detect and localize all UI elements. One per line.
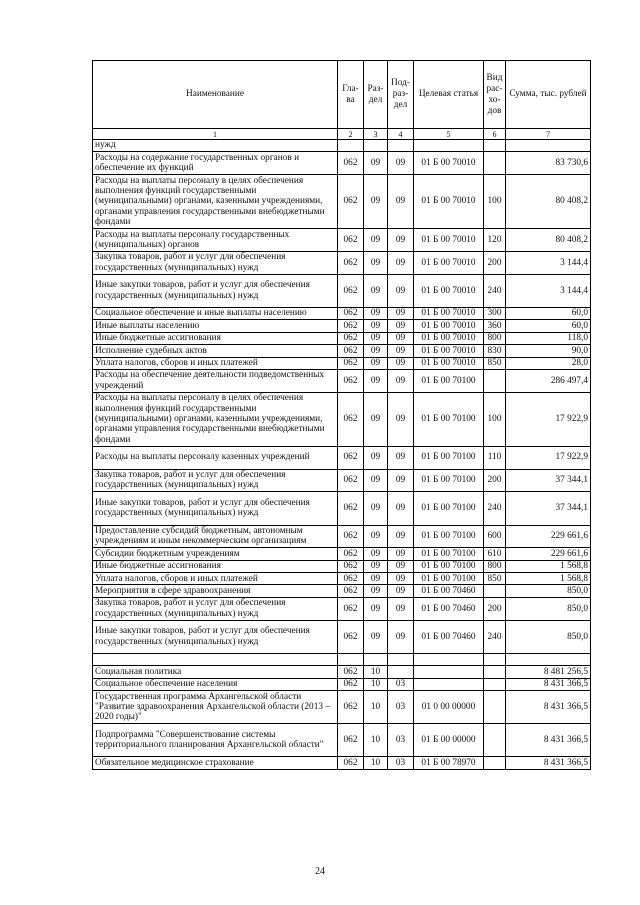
cell-podrazdel: 09 — [388, 274, 414, 307]
cell-celevaya-statya: 01 Б 00 70460 — [414, 597, 484, 620]
cell-summa: 8 481 256,5 — [506, 666, 591, 678]
cell-summa: 83 730,6 — [506, 152, 591, 175]
table-row — [93, 392, 591, 446]
header-vid-rashodov: Вид рас-хо-дов — [484, 61, 506, 129]
cell-name: Исполнение судебных актов — [93, 345, 338, 357]
cell-podrazdel: 09 — [388, 597, 414, 620]
col-number: 3 — [364, 129, 388, 140]
cell-glava: 062 — [338, 548, 364, 560]
cell-glava: 062 — [338, 469, 364, 492]
cell-name: Расходы на содержание государственных органов и обеспечение их функций — [93, 152, 338, 175]
cell-celevaya-statya: 01 Б 00 00000 — [414, 724, 484, 757]
cell-celevaya-statya: 01 Б 00 70010 — [414, 274, 484, 307]
cell-name: Расходы на выплаты персоналу государственных (муниципальных) органов — [93, 229, 338, 252]
cell-podrazdel — [388, 140, 414, 152]
cell-glava: 062 — [338, 152, 364, 175]
cell-vid-rashodov: 100 — [484, 175, 506, 229]
cell-celevaya-statya: 01 Б 00 70010 — [414, 320, 484, 332]
cell-glava: 062 — [338, 678, 364, 690]
cell-celevaya-statya: 01 Б 00 70100 — [414, 446, 484, 469]
cell-podrazdel: 09 — [388, 320, 414, 332]
cell-razdel: 09 — [364, 620, 388, 653]
cell-glava: 062 — [338, 307, 364, 319]
cell-razdel: 10 — [364, 678, 388, 690]
cell-name: Предоставление субсидий бюджетным, автономным учреждениям и иным некоммерческим организациям — [93, 525, 338, 548]
cell-razdel: 09 — [364, 345, 388, 357]
cell-celevaya-statya: 01 Б 00 70100 — [414, 548, 484, 560]
table-row — [93, 229, 591, 252]
cell-summa: 3 144,4 — [506, 274, 591, 307]
cell-summa: 80 408,2 — [506, 229, 591, 252]
cell-razdel: 09 — [364, 175, 388, 229]
cell-celevaya-statya: 01 Б 00 70010 — [414, 357, 484, 369]
cell-vid-rashodov: 830 — [484, 345, 506, 357]
table-row — [93, 678, 591, 690]
cell-razdel: 09 — [364, 573, 388, 585]
cell-podrazdel: 09 — [388, 469, 414, 492]
cell-vid-rashodov: 200 — [484, 469, 506, 492]
cell-podrazdel: 09 — [388, 369, 414, 392]
cell-vid-rashodov: 100 — [484, 392, 506, 446]
cell-podrazdel: 09 — [388, 548, 414, 560]
cell-podrazdel: 09 — [388, 525, 414, 548]
table-row — [93, 653, 591, 665]
cell-name: Закупка товаров, работ и услуг для обеспечения государственных (муниципальных) нужд — [93, 251, 338, 274]
cell-vid-rashodov — [484, 691, 506, 724]
cell-podrazdel: 03 — [388, 724, 414, 757]
cell-vid-rashodov — [484, 369, 506, 392]
cell-summa: 229 661,6 — [506, 525, 591, 548]
table-row — [93, 573, 591, 585]
cell-celevaya-statya — [414, 666, 484, 678]
cell-celevaya-statya: 01 0 00 00000 — [414, 691, 484, 724]
table-row — [93, 597, 591, 620]
cell-celevaya-statya: 01 Б 00 70460 — [414, 585, 484, 597]
table-row — [93, 560, 591, 572]
cell-celevaya-statya: 01 Б 00 70100 — [414, 392, 484, 446]
cell-name: Уплата налогов, сборов и иных платежей — [93, 357, 338, 369]
cell-summa: 850,0 — [506, 585, 591, 597]
cell-razdel: 09 — [364, 585, 388, 597]
table-row — [93, 469, 591, 492]
cell-vid-rashodov — [484, 140, 506, 152]
cell-glava: 062 — [338, 251, 364, 274]
cell-glava: 062 — [338, 446, 364, 469]
cell-podrazdel: 09 — [388, 345, 414, 357]
cell-name: Субсидии бюджетным учреждениям — [93, 548, 338, 560]
cell-vid-rashodov: 300 — [484, 307, 506, 319]
col-number: 2 — [338, 129, 364, 140]
cell-razdel: 09 — [364, 320, 388, 332]
table-row — [93, 691, 591, 724]
cell-summa: 37 344,1 — [506, 469, 591, 492]
cell-vid-rashodov: 200 — [484, 597, 506, 620]
cell-razdel — [364, 140, 388, 152]
table-row — [93, 446, 591, 469]
cell-vid-rashodov: 120 — [484, 229, 506, 252]
cell-razdel: 09 — [364, 369, 388, 392]
cell-vid-rashodov — [484, 585, 506, 597]
table-row — [93, 251, 591, 274]
cell-glava: 062 — [338, 332, 364, 344]
col-number: 7 — [506, 129, 591, 140]
cell-summa: 8 431 366,5 — [506, 691, 591, 724]
col-number: 1 — [93, 129, 338, 140]
table-row — [93, 345, 591, 357]
cell-summa: 850,0 — [506, 597, 591, 620]
cell-razdel — [364, 653, 388, 665]
cell-podrazdel: 09 — [388, 357, 414, 369]
cell-podrazdel: 09 — [388, 560, 414, 572]
cell-razdel: 09 — [364, 251, 388, 274]
cell-podrazdel: 09 — [388, 307, 414, 319]
cell-name: Государственная программа Архангельской области "Развитие здравоохранения Архангельской области (2013 – 2020 годы)" — [93, 691, 338, 724]
header-podrazdel: Под-раз-дел — [388, 61, 414, 129]
cell-podrazdel: 09 — [388, 392, 414, 446]
cell-podrazdel: 09 — [388, 446, 414, 469]
cell-glava: 062 — [338, 585, 364, 597]
cell-summa: 90,0 — [506, 345, 591, 357]
cell-name: Обязательное медицинское страхование — [93, 757, 338, 769]
page-number: 24 — [315, 866, 325, 877]
cell-glava: 062 — [338, 560, 364, 572]
cell-celevaya-statya: 01 Б 00 70010 — [414, 307, 484, 319]
cell-celevaya-statya — [414, 678, 484, 690]
cell-podrazdel: 09 — [388, 585, 414, 597]
cell-glava: 062 — [338, 525, 364, 548]
cell-podrazdel — [388, 653, 414, 665]
cell-summa: 850,0 — [506, 620, 591, 653]
cell-name: Социальное обеспечение населения — [93, 678, 338, 690]
cell-celevaya-statya: 01 Б 00 70010 — [414, 175, 484, 229]
cell-glava: 062 — [338, 666, 364, 678]
cell-vid-rashodov — [484, 678, 506, 690]
cell-podrazdel: 09 — [388, 175, 414, 229]
cell-glava: 062 — [338, 724, 364, 757]
table-row — [93, 620, 591, 653]
col-number: 6 — [484, 129, 506, 140]
cell-glava: 062 — [338, 392, 364, 446]
cell-name: Иные закупки товаров, работ и услуг для обеспечения государственных (муниципальных) нужд — [93, 274, 338, 307]
cell-podrazdel: 09 — [388, 620, 414, 653]
cell-razdel: 09 — [364, 492, 388, 525]
cell-celevaya-statya: 01 Б 00 70100 — [414, 560, 484, 572]
cell-vid-rashodov — [484, 152, 506, 175]
header-summa: Сумма, тыс. рублей — [506, 61, 591, 129]
cell-summa: 1 568,8 — [506, 573, 591, 585]
cell-summa — [506, 653, 591, 665]
table-row — [93, 585, 591, 597]
cell-summa — [506, 140, 591, 152]
cell-vid-rashodov: 240 — [484, 620, 506, 653]
column-numbers-row — [93, 129, 591, 140]
table-row — [93, 369, 591, 392]
cell-razdel: 09 — [364, 560, 388, 572]
cell-summa: 229 661,6 — [506, 548, 591, 560]
cell-podrazdel — [388, 666, 414, 678]
cell-razdel: 09 — [364, 357, 388, 369]
table-row — [93, 320, 591, 332]
table-row — [93, 274, 591, 307]
cell-celevaya-statya: 01 Б 00 70100 — [414, 369, 484, 392]
cell-glava: 062 — [338, 175, 364, 229]
cell-summa: 17 922,9 — [506, 392, 591, 446]
cell-razdel: 10 — [364, 666, 388, 678]
cell-name: Иные выплаты населению — [93, 320, 338, 332]
cell-name: Расходы на выплаты персоналу в целях обеспечения выполнения функций государственными (муниципальными) органами, казенными учреждениями, органами управления государственными внебюджетными фондами — [93, 175, 338, 229]
cell-podrazdel: 09 — [388, 152, 414, 175]
cell-celevaya-statya: 01 Б 00 70100 — [414, 492, 484, 525]
cell-razdel: 09 — [364, 307, 388, 319]
cell-name: Иные закупки товаров, работ и услуг для обеспечения государственных (муниципальных) нужд — [93, 620, 338, 653]
cell-summa: 80 408,2 — [506, 175, 591, 229]
cell-vid-rashodov — [484, 757, 506, 769]
cell-vid-rashodov: 200 — [484, 251, 506, 274]
cell-celevaya-statya — [414, 140, 484, 152]
cell-razdel: 09 — [364, 469, 388, 492]
cell-vid-rashodov: 600 — [484, 525, 506, 548]
cell-glava: 062 — [338, 757, 364, 769]
cell-razdel: 09 — [364, 446, 388, 469]
cell-podrazdel: 09 — [388, 229, 414, 252]
cell-podrazdel: 09 — [388, 251, 414, 274]
cell-name: Уплата налогов, сборов и иных платежей — [93, 573, 338, 585]
cell-summa: 286 497,4 — [506, 369, 591, 392]
cell-summa: 28,0 — [506, 357, 591, 369]
cell-summa: 17 922,9 — [506, 446, 591, 469]
table-row — [93, 492, 591, 525]
cell-glava — [338, 140, 364, 152]
cell-vid-rashodov: 240 — [484, 274, 506, 307]
cell-vid-rashodov: 850 — [484, 357, 506, 369]
cell-name: нужд — [93, 140, 338, 152]
header-glava: Гла-ва — [338, 61, 364, 129]
cell-razdel: 10 — [364, 691, 388, 724]
cell-razdel: 09 — [364, 274, 388, 307]
cell-name — [93, 653, 338, 665]
cell-name: Расходы на выплаты персоналу казенных учреждений — [93, 446, 338, 469]
cell-vid-rashodov: 800 — [484, 560, 506, 572]
cell-name: Расходы на обеспечение деятельности подведомственных учреждений — [93, 369, 338, 392]
cell-vid-rashodov: 850 — [484, 573, 506, 585]
cell-podrazdel: 09 — [388, 332, 414, 344]
cell-summa: 8 431 366,5 — [506, 724, 591, 757]
cell-celevaya-statya: 01 Б 00 70010 — [414, 345, 484, 357]
cell-summa: 1 568,8 — [506, 560, 591, 572]
cell-vid-rashodov: 800 — [484, 332, 506, 344]
col-number: 4 — [388, 129, 414, 140]
cell-vid-rashodov — [484, 666, 506, 678]
table-body — [93, 140, 591, 770]
cell-celevaya-statya: 01 Б 00 70100 — [414, 573, 484, 585]
cell-razdel: 09 — [364, 548, 388, 560]
cell-name: Иные бюджетные ассигнования — [93, 560, 338, 572]
cell-vid-rashodov: 240 — [484, 492, 506, 525]
cell-name: Закупка товаров, работ и услуг для обеспечения государственных (муниципальных) нужд — [93, 597, 338, 620]
cell-celevaya-statya: 01 Б 00 70010 — [414, 332, 484, 344]
cell-name: Подпрограмма "Совершенствование системы территориального планирования Архангельской области" — [93, 724, 338, 757]
header-name: Наименование — [93, 61, 338, 129]
cell-vid-rashodov: 610 — [484, 548, 506, 560]
cell-glava: 062 — [338, 620, 364, 653]
col-number: 5 — [414, 129, 484, 140]
cell-podrazdel: 09 — [388, 573, 414, 585]
cell-celevaya-statya: 01 Б 00 70010 — [414, 229, 484, 252]
cell-glava — [338, 653, 364, 665]
cell-name: Иные закупки товаров, работ и услуг для обеспечения государственных (муниципальных) нужд — [93, 492, 338, 525]
cell-glava: 062 — [338, 597, 364, 620]
cell-summa: 3 144,4 — [506, 251, 591, 274]
cell-podrazdel: 03 — [388, 757, 414, 769]
cell-glava: 062 — [338, 369, 364, 392]
cell-summa: 60,0 — [506, 307, 591, 319]
cell-celevaya-statya — [414, 653, 484, 665]
table-row — [93, 666, 591, 678]
budget-table — [92, 60, 591, 770]
cell-name: Закупка товаров, работ и услуг для обеспечения государственных (муниципальных) нужд — [93, 469, 338, 492]
header-razdel: Раз-дел — [364, 61, 388, 129]
cell-summa: 8 431 366,5 — [506, 757, 591, 769]
table-row — [93, 332, 591, 344]
cell-vid-rashodov: 360 — [484, 320, 506, 332]
cell-razdel: 09 — [364, 229, 388, 252]
cell-name: Расходы на выплаты персоналу в целях обеспечения выполнения функций государственными (муниципальными) органами, казенными учреждениями, органами управления государственными внебюджетными фондами — [93, 392, 338, 446]
cell-razdel: 10 — [364, 724, 388, 757]
cell-summa: 118,0 — [506, 332, 591, 344]
header-celevaya-statya: Целевая статья — [414, 61, 484, 129]
table-row — [93, 724, 591, 757]
cell-razdel: 09 — [364, 152, 388, 175]
cell-summa: 37 344,1 — [506, 492, 591, 525]
cell-celevaya-statya: 01 Б 00 70100 — [414, 469, 484, 492]
cell-celevaya-statya: 01 Б 00 70010 — [414, 152, 484, 175]
cell-glava: 062 — [338, 320, 364, 332]
cell-glava: 062 — [338, 573, 364, 585]
cell-vid-rashodov: 110 — [484, 446, 506, 469]
table-row — [93, 357, 591, 369]
cell-vid-rashodov — [484, 724, 506, 757]
cell-name: Мероприятия в сфере здравоохранения — [93, 585, 338, 597]
cell-glava: 062 — [338, 229, 364, 252]
cell-glava: 062 — [338, 492, 364, 525]
table-row — [93, 757, 591, 769]
cell-celevaya-statya: 01 Б 00 70010 — [414, 251, 484, 274]
table-row — [93, 152, 591, 175]
table-row — [93, 307, 591, 319]
cell-glava: 062 — [338, 274, 364, 307]
cell-name: Иные бюджетные ассигнования — [93, 332, 338, 344]
cell-celevaya-statya: 01 Б 00 70460 — [414, 620, 484, 653]
cell-vid-rashodov — [484, 653, 506, 665]
table-header — [93, 61, 591, 129]
cell-glava: 062 — [338, 691, 364, 724]
cell-celevaya-statya: 01 Б 00 70100 — [414, 525, 484, 548]
cell-podrazdel: 03 — [388, 691, 414, 724]
cell-glava: 062 — [338, 357, 364, 369]
cell-podrazdel: 03 — [388, 678, 414, 690]
cell-summa: 60,0 — [506, 320, 591, 332]
cell-name: Социальная политика — [93, 666, 338, 678]
cell-podrazdel: 09 — [388, 492, 414, 525]
table-row — [93, 175, 591, 229]
cell-razdel: 09 — [364, 392, 388, 446]
table-row — [93, 140, 591, 152]
cell-razdel: 09 — [364, 332, 388, 344]
table-row — [93, 548, 591, 560]
cell-celevaya-statya: 01 Б 00 78970 — [414, 757, 484, 769]
table-row — [93, 525, 591, 548]
cell-razdel: 09 — [364, 597, 388, 620]
cell-razdel: 09 — [364, 525, 388, 548]
cell-name: Социальное обеспечение и иные выплаты населению — [93, 307, 338, 319]
cell-glava: 062 — [338, 345, 364, 357]
cell-summa: 8 431 366,5 — [506, 678, 591, 690]
cell-razdel: 10 — [364, 757, 388, 769]
